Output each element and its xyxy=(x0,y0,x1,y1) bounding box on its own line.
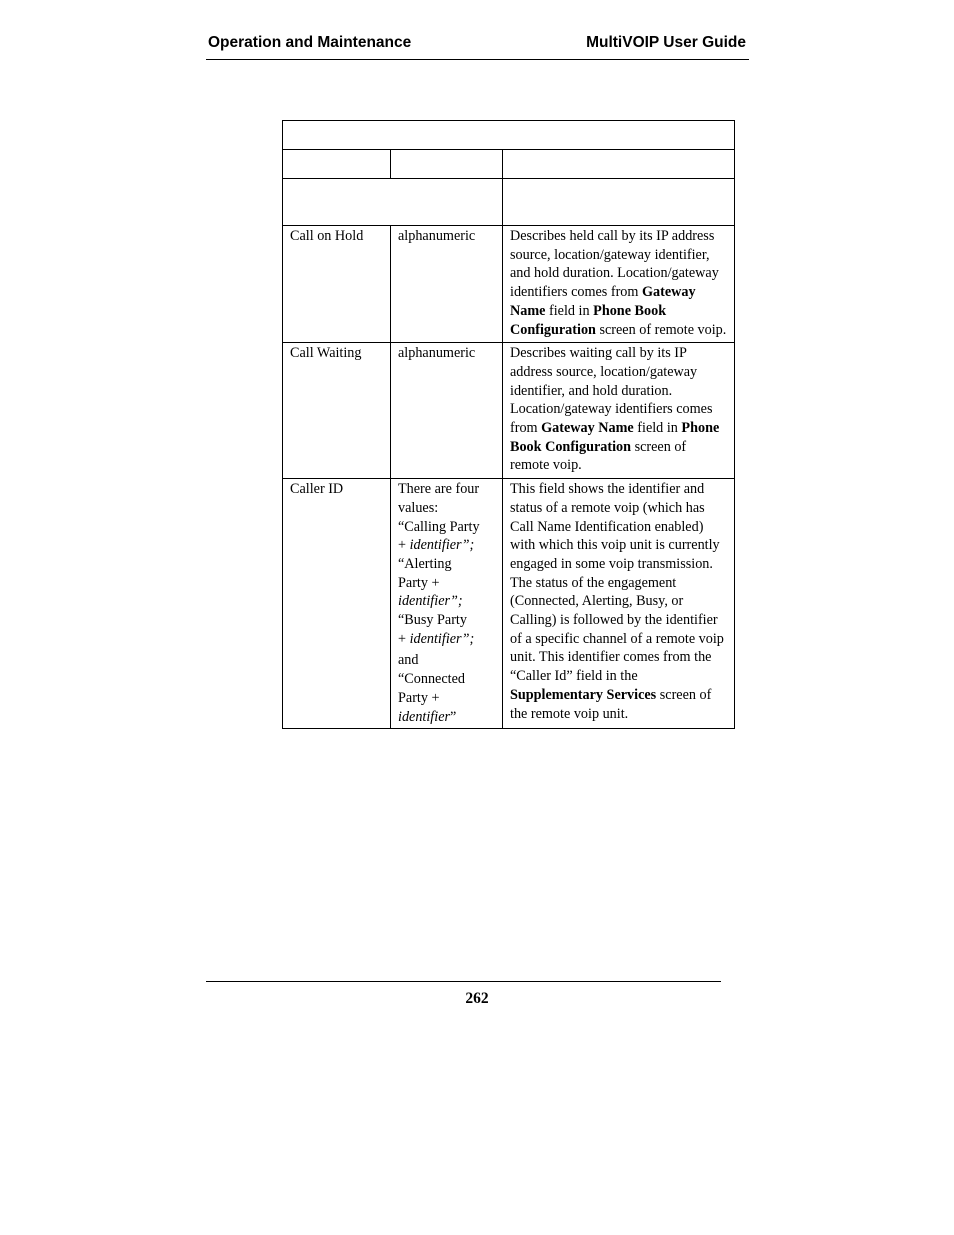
header-cell-values xyxy=(391,150,503,179)
table-row xyxy=(283,226,735,343)
field-values: alphanumeric xyxy=(391,343,503,479)
table-header-row xyxy=(283,150,735,179)
group-cell-right xyxy=(503,179,735,226)
table-group-row xyxy=(283,179,735,226)
page-header xyxy=(206,33,749,60)
footer-divider xyxy=(206,981,721,982)
field-description: Describes held call by its IP address source, location/gateway identifier, and hold duration. Location/gateway identifiers comes from Gateway Name field in Phone Book Configuration screen of remote voip. xyxy=(503,226,735,343)
field-name: Call on Hold xyxy=(283,226,391,343)
table-row xyxy=(283,343,735,479)
field-name: Caller ID xyxy=(283,479,391,729)
header-guide-title: MultiVOIP User Guide xyxy=(586,34,746,51)
table-row xyxy=(283,479,735,729)
header-cell-description xyxy=(503,150,735,179)
field-values: There are four values: “Calling Party + identifier”; “Alerting Party + identifier”; “Busy Party + identifier”; and “Connected Party + identifier” xyxy=(391,479,503,729)
header-cell-field xyxy=(283,150,391,179)
fields-table xyxy=(282,120,735,729)
table-title-cell xyxy=(283,121,735,150)
field-description: Describes waiting call by its IP address source, location/gateway identifier, and hold duration. Location/gateway identifiers comes from Gateway Name field in Phone Book Configuration screen of remote voip. xyxy=(503,343,735,479)
field-name: Call Waiting xyxy=(283,343,391,479)
field-values: alphanumeric xyxy=(391,226,503,343)
header-section-title: Operation and Maintenance xyxy=(208,34,412,51)
field-description: This field shows the identifier and status of a remote voip (which has Call Name Identification enabled) with which this voip unit is currently engaged in some voip transmission. The status of the engagement (Connected, Alerting, Busy, or Calling) is followed by the identifier of a specific channel of a remote voip unit. This identifier comes from the “Caller Id” field in the Supplementary Services screen of the remote voip unit. xyxy=(503,479,735,729)
page-number: 262 xyxy=(465,990,489,1007)
table-title-row xyxy=(283,121,735,150)
group-cell-left xyxy=(283,179,503,226)
